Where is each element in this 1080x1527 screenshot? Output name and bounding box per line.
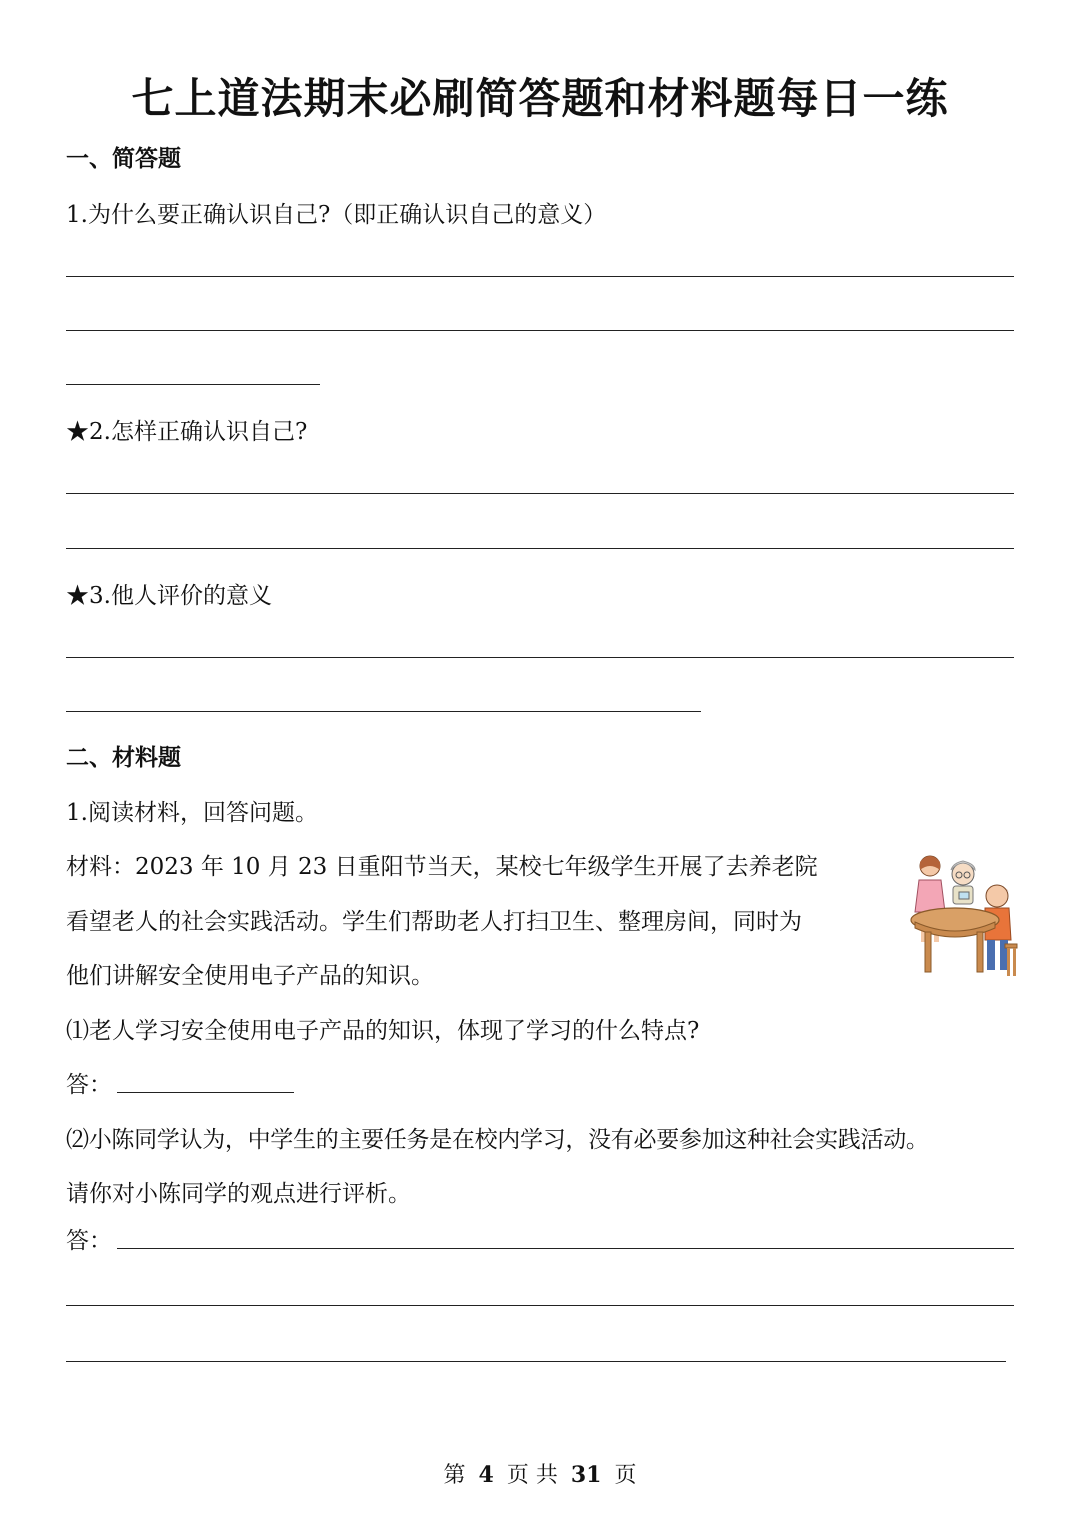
answer-line[interactable] bbox=[66, 1361, 1006, 1362]
answer-label: 答： bbox=[66, 1072, 112, 1098]
footer-middle: 页 共 bbox=[506, 1463, 558, 1488]
section-heading-material: 二、材料题 bbox=[66, 744, 181, 771]
answer-line[interactable] bbox=[66, 384, 320, 385]
section-heading-short-answer: 一、简答题 bbox=[66, 145, 181, 172]
page-footer bbox=[0, 1458, 1080, 1489]
answer-label: 答： bbox=[66, 1228, 112, 1254]
material-text-line: 他们讲解安全使用电子产品的知识。 bbox=[66, 963, 434, 989]
current-page-number: 4 bbox=[478, 1462, 494, 1488]
answer-line[interactable] bbox=[66, 330, 1014, 331]
answer-line[interactable] bbox=[117, 1092, 294, 1093]
answer-line[interactable] bbox=[66, 493, 1014, 494]
material-text-line: 材料：2023 年 10 月 23 日重阳节当天，某校七年级学生开展了去养老院 bbox=[66, 854, 818, 880]
question-1: 1.为什么要正确认识自己?（即正确认识自己的意义） bbox=[66, 202, 607, 228]
material-question-1: 1.阅读材料，回答问题。 bbox=[66, 800, 318, 826]
elderly-care-illustration bbox=[905, 848, 1020, 980]
question-2: ★2.怎样正确认识自己? bbox=[66, 419, 308, 445]
material-text-line: 看望老人的社会实践活动。学生们帮助老人打扫卫生、整理房间，同时为 bbox=[66, 909, 802, 935]
answer-line[interactable] bbox=[66, 548, 1014, 549]
sub-question-1: ⑴老人学习安全使用电子产品的知识，体现了学习的什么特点? bbox=[66, 1018, 700, 1044]
answer-line[interactable] bbox=[117, 1248, 1014, 1249]
answer-line[interactable] bbox=[66, 1305, 1014, 1306]
footer-prefix: 第 bbox=[443, 1463, 466, 1488]
total-page-count: 31 bbox=[570, 1462, 602, 1488]
sub-question-2: ⑵小陈同学认为，中学生的主要任务是在校内学习，没有必要参加这种社会实践活动。 bbox=[66, 1127, 929, 1153]
question-3: ★3.他人评价的意义 bbox=[66, 583, 272, 609]
page-title: 七上道法期末必刷简答题和材料题每日一练 bbox=[131, 74, 949, 123]
sub-question-2-cont: 请你对小陈同学的观点进行评析。 bbox=[66, 1181, 411, 1207]
answer-line[interactable] bbox=[66, 711, 701, 712]
footer-suffix: 页 bbox=[614, 1463, 637, 1488]
answer-line[interactable] bbox=[66, 657, 1014, 658]
answer-line[interactable] bbox=[66, 276, 1014, 277]
